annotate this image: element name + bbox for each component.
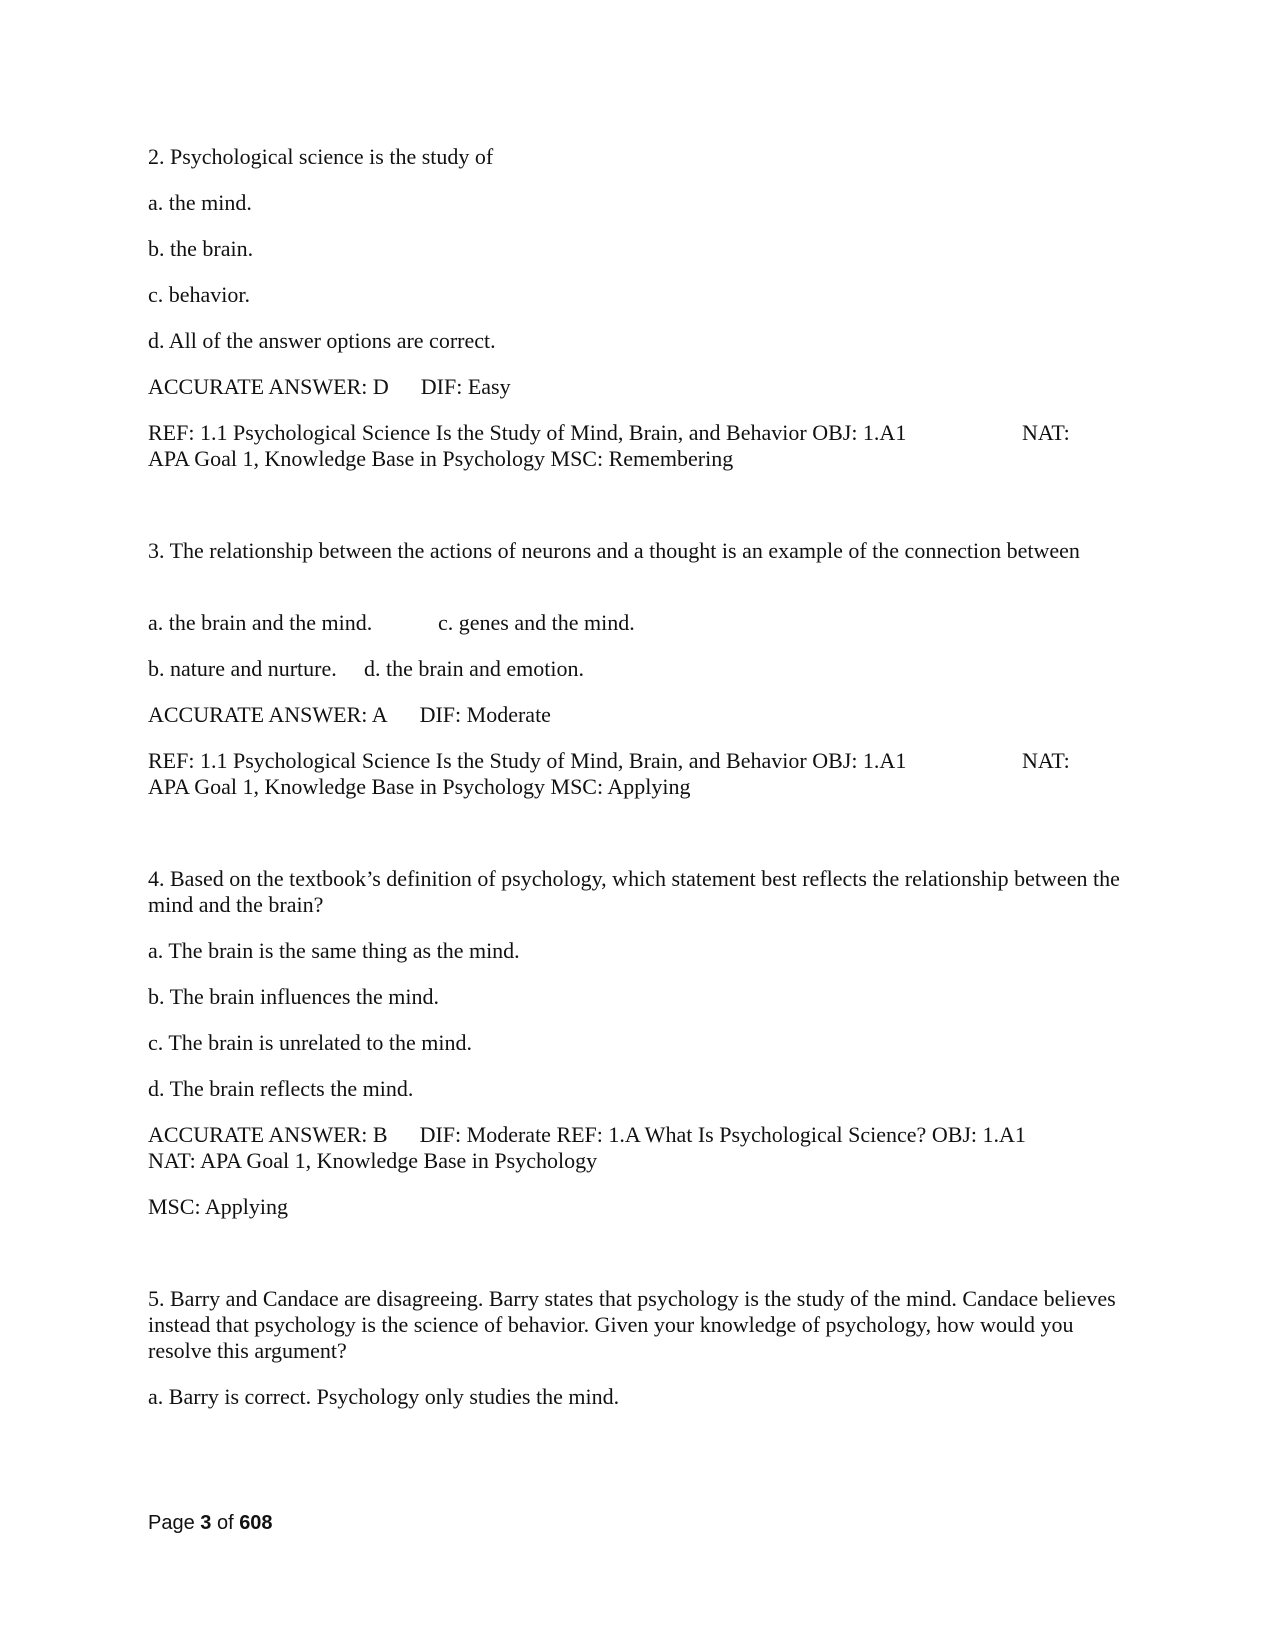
- question-4-dif-ref: DIF: Moderate REF: 1.A What Is Psychological Science? OBJ: 1.A1: [419, 1122, 1026, 1147]
- question-3-answer-line: [148, 702, 551, 728]
- question-4-option-d: d. The brain reflects the mind.: [148, 1076, 414, 1101]
- question-2-nat-label: NAT:: [1022, 420, 1070, 445]
- question-2-option-c: c. behavior.: [148, 282, 251, 307]
- question-3-ref-line-2: APA Goal 1, Knowledge Base in Psychology MSC: Applying: [148, 774, 691, 799]
- question-2-ref-line-2: APA Goal 1, Knowledge Base in Psychology MSC: Remembering: [148, 446, 734, 471]
- question-3-option-a: a. the brain and the mind.: [148, 610, 373, 635]
- total-page-count: 608: [239, 1512, 273, 1534]
- question-3-nat-label: NAT:: [1022, 748, 1070, 773]
- question-4-option-c: c. The brain is unrelated to the mind.: [148, 1030, 473, 1055]
- question-2-difficulty: DIF: Easy: [420, 374, 511, 399]
- question-3-option-b: b. nature and nurture.: [148, 656, 337, 681]
- question-3-option-c: c. genes and the mind.: [438, 610, 635, 635]
- page-number-prefix: Page: [148, 1512, 201, 1534]
- question-2-answer-line: [148, 374, 511, 400]
- question-4-nat: NAT: APA Goal 1, Knowledge Base in Psychology: [148, 1148, 598, 1173]
- question-2-option-b: b. the brain.: [148, 236, 254, 261]
- question-5-option-a: a. Barry is correct. Psychology only studies the mind.: [148, 1384, 620, 1409]
- question-3-answer: ACCURATE ANSWER: A: [148, 702, 388, 727]
- question-3-difficulty: DIF: Moderate: [419, 702, 551, 727]
- question-4-msc: MSC: Applying: [148, 1194, 288, 1219]
- question-5-stem: 5. Barry and Candace are disagreeing. Barry states that psychology is the study of the mind. Candace believes instead that psychology is the science of behavior. Given your knowledge of psychology, how would you resolve this argument?: [148, 1286, 1116, 1363]
- question-4-option-a: a. The brain is the same thing as the mind.: [148, 938, 520, 963]
- question-2-answer: ACCURATE ANSWER: D: [148, 374, 389, 399]
- page-number-of: of: [211, 1512, 240, 1534]
- question-2-ref-line-1: REF: 1.1 Psychological Science Is the Study of Mind, Brain, and Behavior OBJ: 1.A1: [148, 420, 907, 445]
- question-3-ref-line-1: REF: 1.1 Psychological Science Is the Study of Mind, Brain, and Behavior OBJ: 1.A1: [148, 748, 907, 773]
- question-4-answer: ACCURATE ANSWER: B: [148, 1122, 388, 1147]
- current-page-number: 3: [200, 1512, 212, 1534]
- question-3-stem: 3. The relationship between the actions of neurons and a thought is an example of the connection between: [148, 538, 1080, 563]
- question-2-option-d: d. All of the answer options are correct.: [148, 328, 496, 353]
- question-3-option-d: d. the brain and emotion.: [364, 656, 584, 681]
- question-4-answer-line: [148, 1122, 1026, 1148]
- question-4-stem: 4. Based on the textbook’s definition of psychology, which statement best reflects the relationship between the mind and the brain?: [148, 866, 1120, 917]
- question-4-option-b: b. The brain influences the mind.: [148, 984, 440, 1009]
- page-footer: [148, 1510, 273, 1536]
- question-2-option-a: a. the mind.: [148, 190, 252, 215]
- question-2-stem: 2. Psychological science is the study of: [148, 144, 494, 169]
